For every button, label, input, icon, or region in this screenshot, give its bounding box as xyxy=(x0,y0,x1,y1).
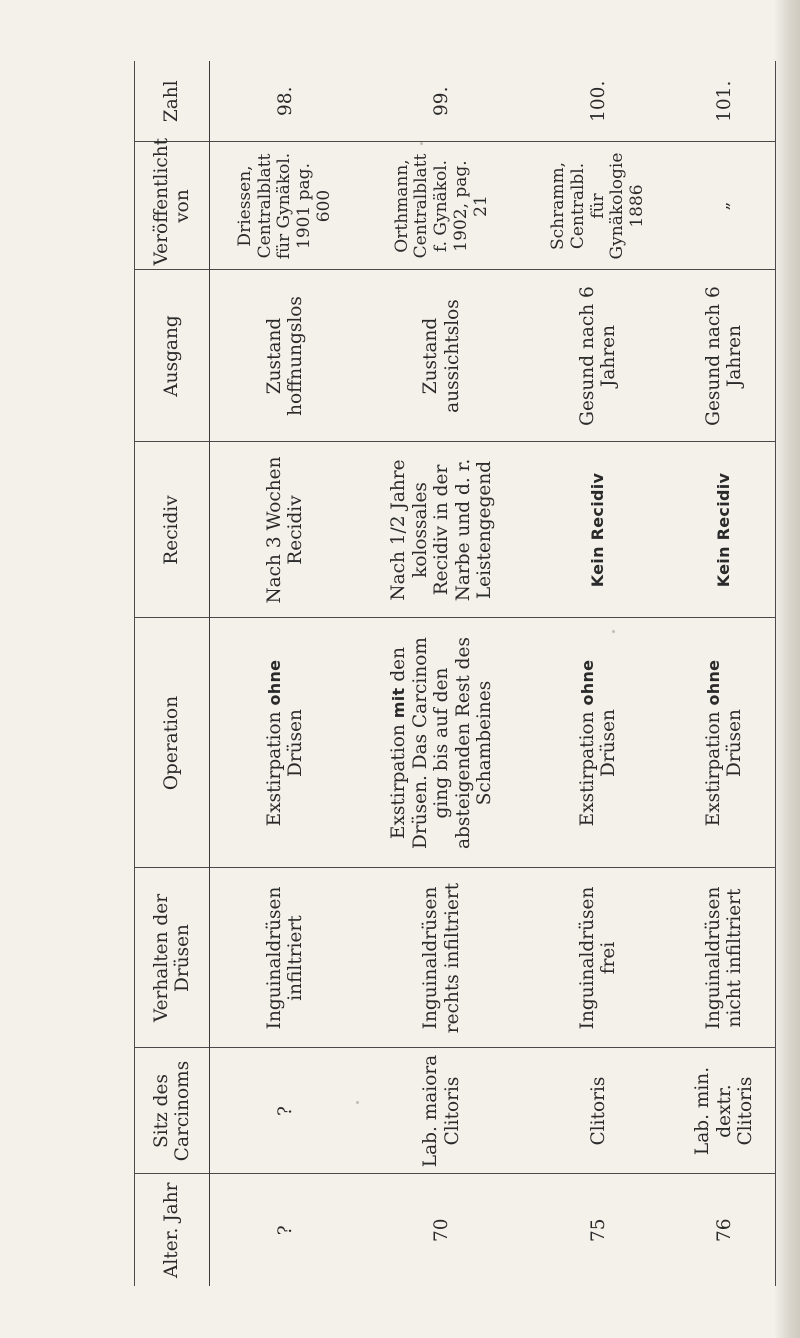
operation-emphasis: ohne xyxy=(264,659,284,706)
cell-verhalten: Inguinaldrüsen infiltriert xyxy=(210,868,361,1048)
cell-recidiv: Kein Recidiv xyxy=(523,442,673,618)
operation-emphasis: ohne xyxy=(578,659,598,706)
cell-alter: 75 xyxy=(587,1218,609,1243)
cell-ausgang: Zustand aussichtslos xyxy=(361,270,524,442)
cell-zahl: 98. xyxy=(210,61,361,142)
cell-sitz: Lab. maiora Clitoris xyxy=(361,1048,524,1174)
header-verhalten: Verhalten der Drüsen xyxy=(135,868,210,1048)
operation-text: Drüsen xyxy=(285,709,307,777)
header-recidiv: Recidiv xyxy=(135,442,210,618)
cell-operation xyxy=(523,618,673,868)
header-operation: Operation xyxy=(135,618,210,868)
cell-operation xyxy=(210,618,361,868)
header-row xyxy=(135,61,210,1286)
cell-sitz: Lab. min. dextr. Clitoris xyxy=(674,1048,776,1174)
cell-veroeffentlicht: Driessen, Centralblatt für Gynäkol. 1901 pag. 600 xyxy=(210,142,361,270)
cell-alter: 70 xyxy=(431,1218,453,1243)
cell-verhalten: Inguinaldrüsen nicht infiltriert xyxy=(674,868,776,1048)
header-sitz: Sitz des Carcinoms xyxy=(135,1048,210,1174)
cell-operation xyxy=(674,618,776,868)
cell-recidiv: Nach 3 Wochen Recidiv xyxy=(210,442,361,618)
rotated-table-wrapper xyxy=(130,0,790,1338)
cell-verhalten: Inguinaldrüsen rechts infiltriert xyxy=(361,868,524,1048)
cell-recidiv: Nach 1/2 Jahre kolossales Recidiv in der Narbe und d. r. Leistengegend xyxy=(361,442,524,618)
cell-sitz: Clitoris xyxy=(523,1048,673,1174)
header-ausgang: Ausgang xyxy=(135,270,210,442)
cell-alter: ? xyxy=(274,1225,296,1236)
cell-verhalten: Inguinaldrüsen frei xyxy=(523,868,673,1048)
operation-emphasis: mit xyxy=(389,687,409,719)
cell-ausgang: Zustand hoffnungslos xyxy=(210,270,361,442)
cell-sitz: ? xyxy=(210,1048,361,1174)
cell-operation xyxy=(361,618,524,868)
operation-emphasis: ohne xyxy=(703,659,723,706)
operation-text: Drüsen xyxy=(598,709,620,777)
header-veroeffentlicht: Veröffentlicht von xyxy=(135,142,210,270)
table-row xyxy=(523,61,673,1286)
table-row xyxy=(361,61,524,1286)
operation-text: den Drüsen. Das Carcinom ging bis auf den absteigenden Rest des Schambeines xyxy=(388,637,496,849)
cell-zahl: 101. xyxy=(674,61,776,142)
table-row xyxy=(210,61,361,1286)
operation-text: Drüsen xyxy=(724,709,746,777)
cell-zahl: 100. xyxy=(523,61,673,142)
case-table xyxy=(134,61,776,1286)
operation-text: Exstirpation xyxy=(577,705,599,827)
cell-veroeffentlicht: Orthmann, Centralblatt f. Gynäkol. 1902, pag. 21 xyxy=(361,142,524,270)
cell-veroeffentlicht: Schramm, Centralbl. für Gynäkologie 1886 xyxy=(523,142,673,270)
operation-text: Exstirpation xyxy=(388,718,410,840)
cell-recidiv: Kein Recidiv xyxy=(674,442,776,618)
operation-text: Exstirpation xyxy=(702,705,724,827)
cell-veroeffentlicht: „ xyxy=(674,142,776,270)
header-zahl: Zahl xyxy=(135,61,210,142)
cell-ausgang: Gesund nach 6 Jahren xyxy=(523,270,673,442)
cell-alter: 76 xyxy=(674,1174,776,1286)
table-row xyxy=(674,61,776,1286)
cell-ausgang: Gesund nach 6 Jahren xyxy=(674,270,776,442)
header-alter: Alter. Jahr xyxy=(135,1174,210,1286)
operation-text: Exstirpation xyxy=(263,705,285,827)
cell-zahl: 99. xyxy=(361,61,524,142)
